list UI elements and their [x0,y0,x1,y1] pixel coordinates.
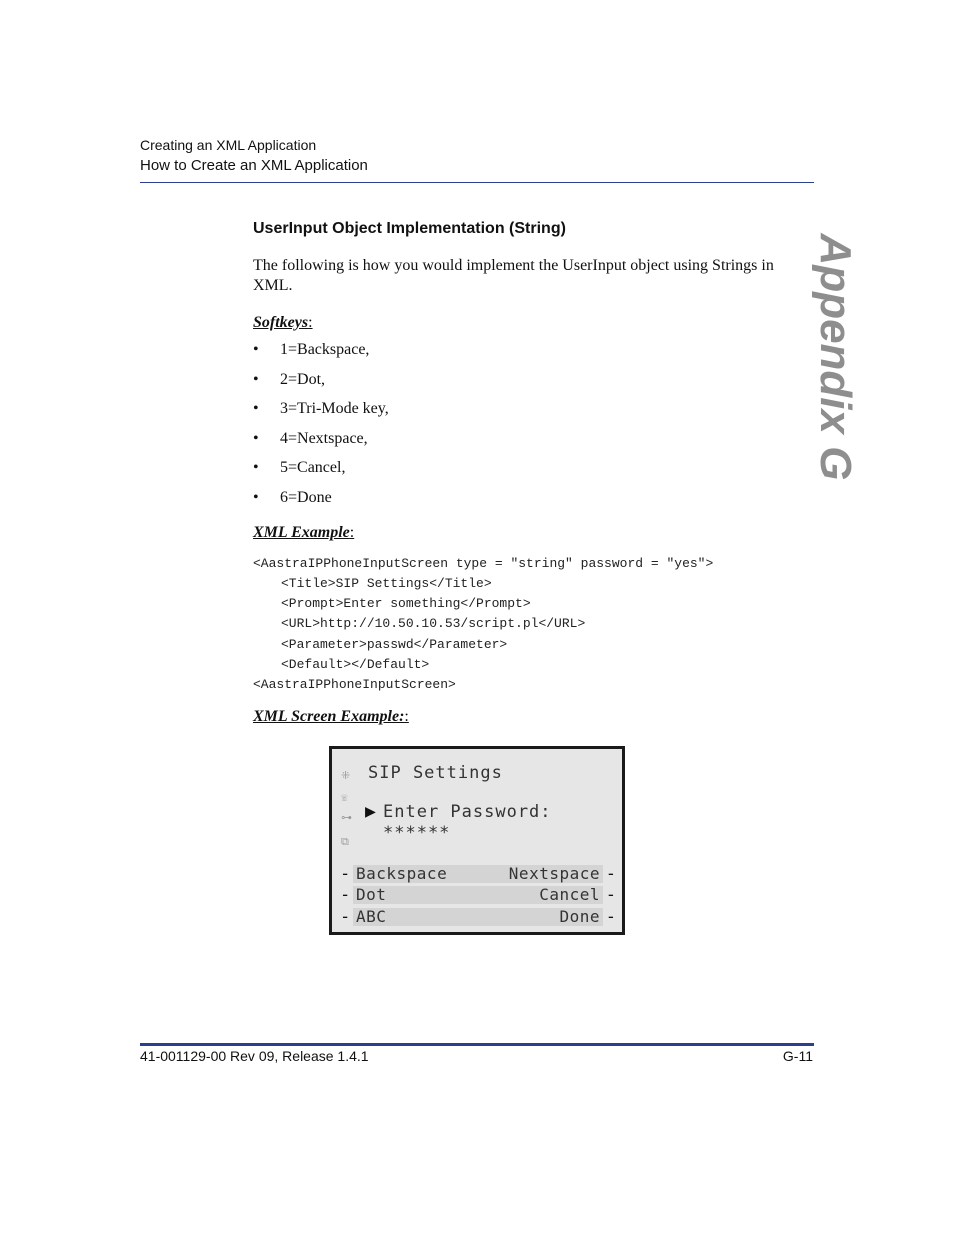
lcd-prompt: Enter Password: [383,802,552,822]
code-line: <Parameter>passwd</Parameter> [281,636,508,652]
appendix-tab-label: Appendix G [811,233,860,481]
list-item: • 3=Tri-Mode key, [253,400,389,418]
code-line: <Title>SIP Settings</Title> [281,575,492,591]
xml-code-block [253,554,813,696]
softkey-row: - Backspace Nextspace - [340,864,616,884]
softkeys-list [253,340,813,518]
list-item: • 1=Backspace, [253,341,370,358]
main-content [253,218,813,728]
header-chapter: Creating an XML Application [140,137,317,153]
code-line: <Default></Default> [281,657,430,673]
softkey-abc[interactable]: ABC [356,907,387,926]
screen-example-label: XML Screen Example:: [253,707,409,725]
xml-example-label: XML Example: [253,523,355,541]
code-line: <AastraIPPhoneInputScreen> [253,677,456,693]
section-title-bold: UserInput Object Implementation [253,220,505,237]
line-icon: ⁜ [341,769,351,782]
footer-page-number: G-11 [782,1048,813,1064]
cursor-arrow-icon: ▶ [365,801,376,822]
softkey-dot[interactable]: Dot [356,885,387,904]
softkeys-label: Softkeys: [253,314,313,331]
footer-doc-id: 41-001129-00 Rev 09, Release 1.4.1 [140,1048,369,1064]
intro-paragraph: The following is how you would implement the UserInput object using Strings in XML. [253,257,774,294]
list-item: • 6=Done [253,488,332,506]
header-rule [140,182,814,183]
softkey-backspace[interactable]: Backspace [356,864,448,883]
softkey-row: - ABC Done - [340,907,616,927]
lcd-password-value: ****** [383,823,451,843]
list-item: • 2=Dot, [253,370,326,388]
list-item: • 5=Cancel, [253,459,346,477]
media-icon: ⧉ [341,835,349,848]
softkey-nextspace[interactable]: Nextspace [508,864,600,883]
softkey-done[interactable]: Done [559,907,600,926]
list-item: • 4=Nextspace, [253,429,368,447]
phone-lcd-screen [329,746,625,935]
code-line: <Prompt>Enter something</Prompt> [281,596,531,612]
footer-rule [140,1043,814,1046]
code-line: <URL>http://10.50.10.53/script.pl</URL> [281,616,586,632]
softkey-row: - Dot Cancel - [340,885,616,905]
section-title-normal: (String) [509,220,566,237]
key-icon: ⊶ [341,811,352,824]
softkey-cancel[interactable]: Cancel [539,885,600,904]
header-section: How to Create an XML Application [140,157,368,174]
handset-icon: ☏ [341,791,348,804]
lcd-title: SIP Settings [368,763,503,783]
appendix-side-tab [805,233,865,481]
code-line: <AastraIPPhoneInputScreen type = "string" password = "yes"> [253,555,714,571]
section-title [253,218,813,242]
